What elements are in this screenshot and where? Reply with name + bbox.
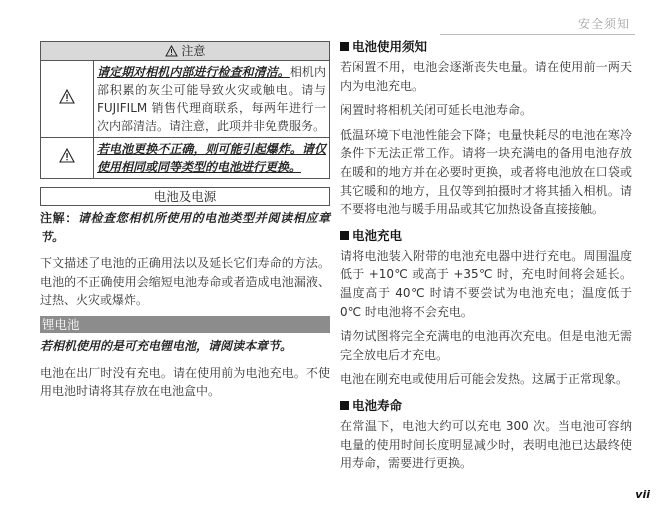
warning-triangle-icon [59, 89, 75, 104]
section-heading-text: 电池寿命 [352, 397, 403, 413]
header-rule [440, 34, 635, 35]
section-heading-usage [340, 38, 632, 56]
section-heading-text: 电池充电 [352, 227, 403, 243]
caution-text-1 [94, 61, 330, 138]
page-number: vii [635, 488, 650, 501]
note-label: 注解： [40, 211, 78, 225]
running-header: 安全须知 [577, 17, 630, 31]
caution-icon-cell [41, 61, 94, 138]
section-title-box: 电池及电源 [40, 187, 330, 206]
body-paragraph: 闲置时将相机关闭可延长电池寿命。 [340, 103, 533, 118]
caution-table [40, 41, 330, 179]
body-paragraph: 请将电池装入附带的电池充电器中进行充电。周围温度低于 +10℃ 或高于 +35℃ 时，充电时间将会延长。温度高于 40℃ 时请不要尝试为电池充电；温度低于 0℃ 时电池将不会充电。 [340, 248, 632, 319]
section-heading-text: 电池使用须知 [352, 39, 428, 54]
lithium-paragraph: 电池在出厂时没有充电。请在使用前为电池充电。不使用电池时请将其存放在电池盒中。 [40, 365, 330, 399]
caution-body-1: 相机内部积累的灰尘可能导致火灾或触电。请与 FUJIFILM 销售代理商联系，每两年进行一次内部清洁。请注意，此项并非免费服务。 [97, 65, 326, 133]
caution-emphasis-1: 请定期对相机内部进行检查和清洁。 [97, 65, 290, 79]
note-text: 请检查您相机所使用的电池类型并阅读相应章节。 [40, 211, 330, 244]
caution-icon-cell [41, 138, 94, 179]
intro-paragraph: 下文描述了电池的正确用法以及延长它们寿命的方法。电池的不正确使用会缩短电池寿命或者造成电池漏液、过热、火灾或爆炸。 [40, 256, 330, 308]
lithium-note: 若相机使用的是可充电锂电池，请阅读本章节。 [40, 338, 293, 353]
caution-emphasis-2: 若电池更换不正确，则可能引起爆炸。请仅使用相同或同等类型的电池进行更换。 [97, 142, 326, 174]
caution-text-2 [94, 138, 330, 179]
square-bullet-icon [340, 231, 349, 240]
note-paragraph [40, 209, 330, 246]
body-paragraph: 低温环境下电池性能会下降；电量快耗尽的电池在寒冷条件下无法正常工作。请将一块充满电的备用电池存放在暖和的地方并在必要时更换，或者将电池放在口袋或其它暖和的地方，且仅等到拍摄时才将其插入相机。请不要将电池与暖手用品或其它加热设备直接接触。 [340, 127, 632, 217]
caution-heading: 注意 [181, 44, 206, 58]
warning-triangle-icon [165, 45, 178, 57]
body-paragraph: 若闲置不用，电池会逐渐丧失电量。请在使用前一两天内为电池充电。 [340, 60, 632, 93]
square-bullet-icon [340, 401, 349, 410]
section-heading-charging [340, 227, 632, 245]
square-bullet-icon [340, 42, 349, 51]
left-column [40, 41, 330, 401]
warning-triangle-icon [59, 148, 75, 163]
body-paragraph: 电池在刚充电或使用后可能会发热。这属于正常现象。 [340, 372, 629, 387]
right-column [340, 38, 632, 473]
subheading-lithium: 锂电池 [40, 316, 330, 333]
caution-heading-cell [41, 42, 330, 61]
section-heading-life [340, 397, 632, 415]
body-paragraph: 在常温下，电池大约可以充电 300 次。当电池可容纳电量的使用时间长度明显减少时，表明电池已达最终使用寿命，需要进行更换。 [340, 418, 632, 471]
body-paragraph: 请勿试图将完全充满电的电池再次充电。但是电池无需完全放电后才充电。 [340, 329, 632, 362]
